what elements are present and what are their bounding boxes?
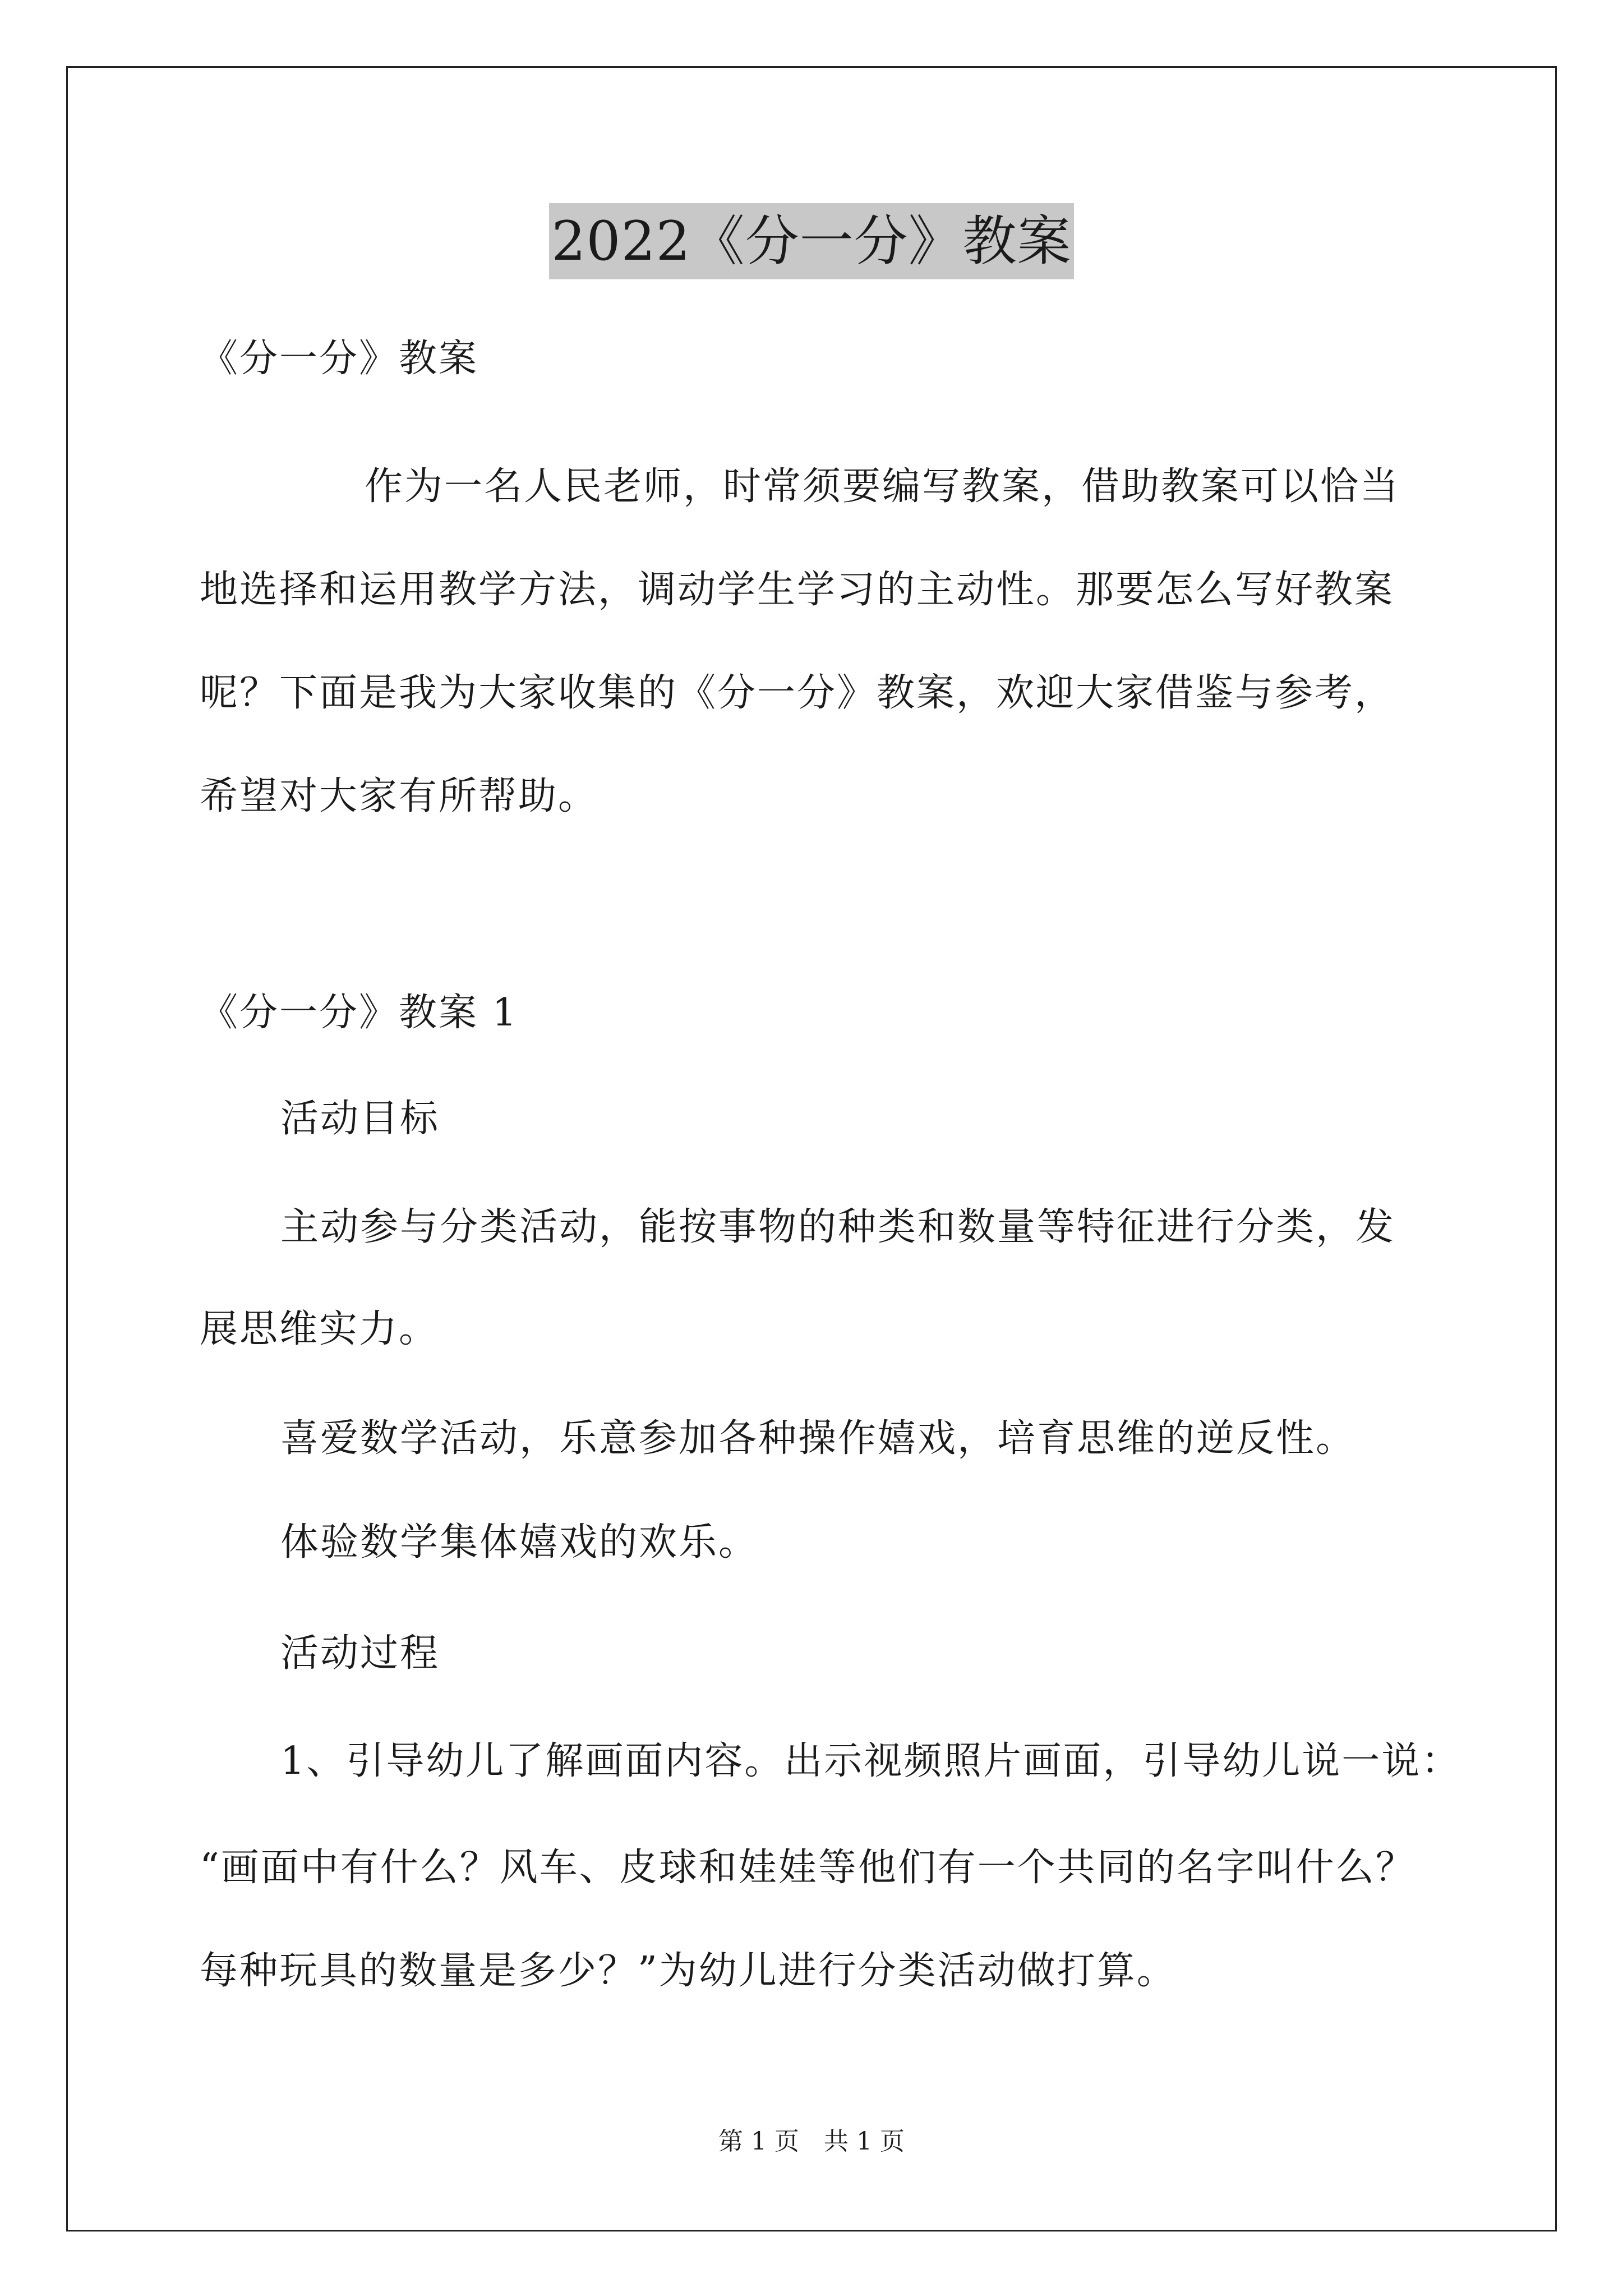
paragraph-line: 主动参与分类活动，能按事物的种类和数量等特征进行分类，发 (280, 1205, 1396, 1249)
paragraph-line: “画面中有什么？风车、皮球和娃娃等他们有一个共同的名字叫什么？ (200, 1846, 1415, 1890)
paragraph-line: 作为一名人民老师，时常须要编写教案，借助教案可以恰当 (365, 464, 1400, 509)
paragraph-line: 呢？下面是我为大家收集的《分一分》教案，欢迎大家借鉴与参考， (200, 671, 1395, 715)
paragraph-line: 喜爱数学活动，乐意参加各种操作嬉戏，培育思维的逆反性。 (280, 1416, 1356, 1461)
subheading-process: 活动过程 (280, 1631, 440, 1676)
paragraph-line: 展思维实力。 (200, 1307, 439, 1351)
section-heading: 《分一分》教案 1 (200, 991, 518, 1035)
page-border (66, 66, 1557, 2231)
title-container (0, 203, 1623, 279)
doc-subtitle: 《分一分》教案 (200, 337, 479, 381)
page-footer: 第 1 页 共 1 页 (718, 2127, 905, 2156)
paragraph-line: 希望对大家有所帮助。 (200, 774, 598, 818)
subheading-goals: 活动目标 (280, 1097, 440, 1141)
document-title: 2022《分一分》教案 (549, 203, 1073, 279)
paragraph-line: 地选择和运用教学方法，调动学生学习的主动性。那要怎么写好教案 (200, 568, 1395, 612)
paragraph-line: 每种玩具的数量是多少？”为幼儿进行分类活动做打算。 (200, 1949, 1177, 1993)
paragraph-line: 1、引导幼儿了解画面内容。出示视频照片画面，引导幼儿说一说： (280, 1739, 1461, 1783)
paragraph-line: 体验数学集体嬉戏的欢乐。 (280, 1520, 759, 1565)
